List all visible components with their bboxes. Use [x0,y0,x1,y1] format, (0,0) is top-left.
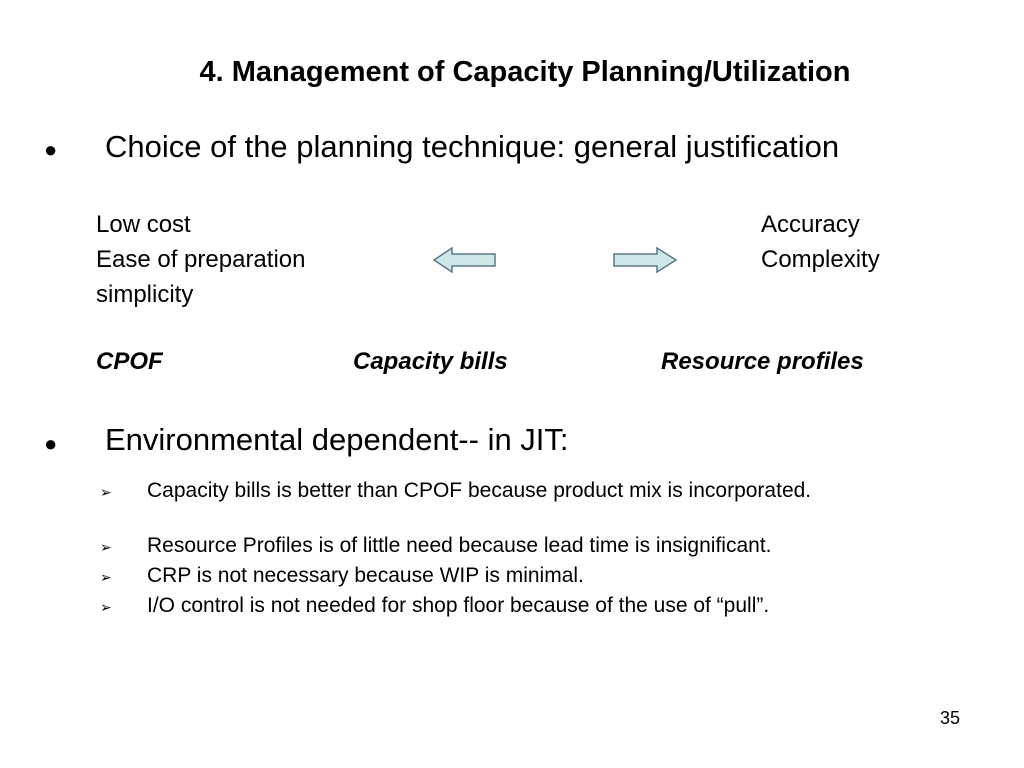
term-low-cost: Low cost [96,211,191,238]
sub-bullet-io-control: I/O control is not needed for shop floor because of the use of “pull”. [147,594,770,617]
bullet-text-choice: Choice of the planning technique: general justification [105,129,840,164]
technique-cpof: CPOF [96,348,163,375]
slide-title: 4. Management of Capacity Planning/Utilization [199,56,851,88]
sub-bullet-marker-icon: ➢ [100,539,112,555]
technique-resource-profiles: Resource profiles [661,348,864,375]
bullet-marker-2: ● [44,431,58,456]
term-ease-of-preparation: Ease of preparation [96,246,306,273]
page-number: 35 [940,708,961,728]
technique-capacity-bills: Capacity bills [353,348,508,375]
bullet-text-environmental: Environmental dependent-- in JIT: [105,422,569,457]
sub-bullet-marker-icon: ➢ [100,599,112,615]
term-complexity: Complexity [761,246,880,273]
right-arrow-icon [612,245,678,275]
term-simplicity: simplicity [96,281,194,308]
term-accuracy: Accuracy [761,211,860,238]
bullet-marker-1: ● [44,137,58,162]
sub-bullet-marker-icon: ➢ [100,484,112,500]
sub-bullet-crp: CRP is not necessary because WIP is minimal. [147,564,584,587]
sub-bullet-resource-profiles: Resource Profiles is of little need because lead time is insignificant. [147,534,772,557]
sub-bullet-marker-icon: ➢ [100,569,112,585]
left-arrow-icon [432,245,498,275]
sub-bullet-capacity-bills: Capacity bills is better than CPOF because product mix is incorporated. [147,479,812,502]
